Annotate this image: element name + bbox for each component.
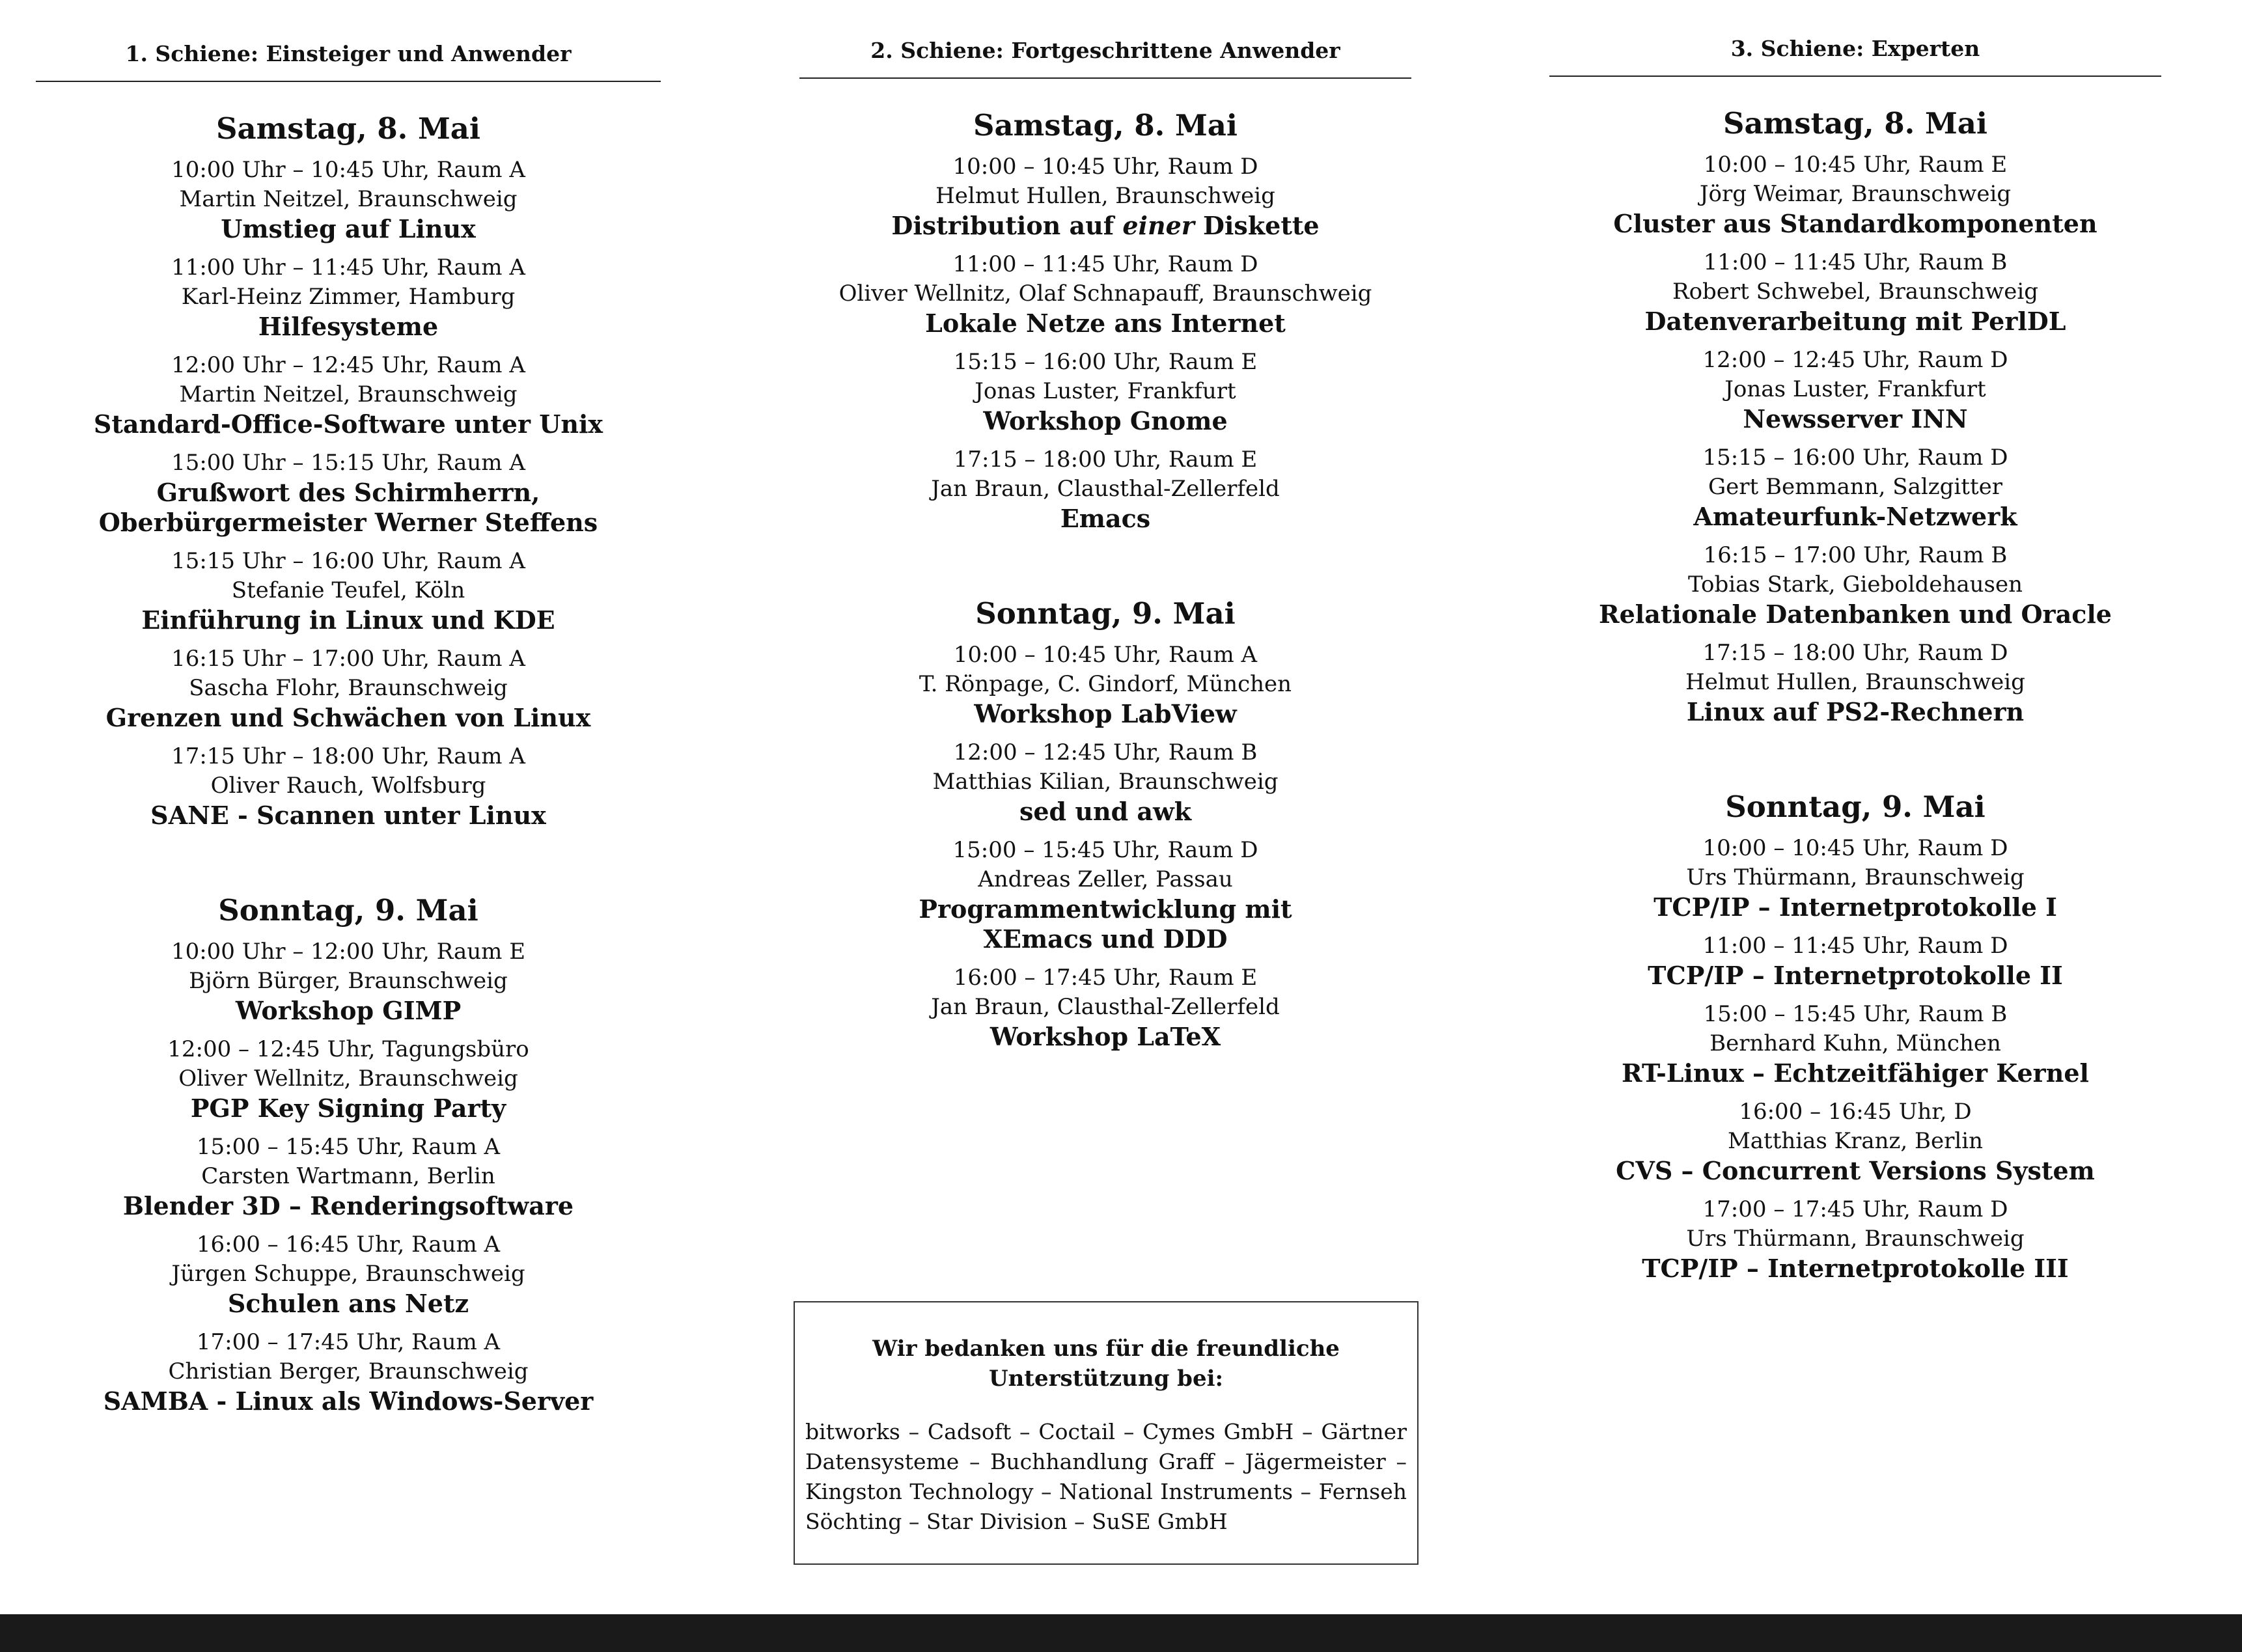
talk-entry <box>799 152 1411 241</box>
header-rule <box>36 81 661 82</box>
talk-speaker: Gert Bemmann, Salzgitter <box>1708 474 2002 500</box>
talk-title: PGP Key Signing Party <box>190 1094 506 1123</box>
talk-title: TCP/IP – Internetprotokolle II <box>1648 961 2063 990</box>
talk-title: Schulen ans Netz <box>227 1289 469 1318</box>
footer-bar <box>0 1614 2242 1652</box>
talk-entry <box>36 644 661 733</box>
talk-speaker: Jonas Luster, Frankfurt <box>1724 376 1986 402</box>
talk-speaker: Tobias Stark, Gieboldehausen <box>1687 571 2023 598</box>
column-header: 3. Schiene: Experten <box>1730 36 1980 61</box>
talk-speaker: Andreas Zeller, Passau <box>978 866 1233 892</box>
talk-title: Grenzen und Schwächen von Linux <box>105 703 591 732</box>
talk-entry <box>1549 443 2161 532</box>
talk-entry <box>1549 1097 2161 1186</box>
talk-entry <box>1549 541 2161 629</box>
talk-speaker: Helmut Hullen, Braunschweig <box>935 183 1275 209</box>
talk-time: 16:00 – 16:45 Uhr, D <box>1739 1099 1972 1125</box>
talk-time: 15:15 Uhr – 16:00 Uhr, Raum A <box>171 548 525 574</box>
talk-entry <box>1549 639 2161 727</box>
talk-title: SANE - Scannen unter Linux <box>150 801 546 830</box>
talk-time: 15:00 Uhr – 15:15 Uhr, Raum A <box>171 450 525 476</box>
talk-entry <box>799 738 1411 827</box>
column-header: 1. Schiene: Einsteiger und Anwender <box>125 41 572 66</box>
talk-time: 10:00 Uhr – 10:45 Uhr, Raum A <box>171 157 525 183</box>
talk-time: 15:15 – 16:00 Uhr, Raum E <box>953 349 1258 375</box>
sponsor-heading: Wir bedanken uns für die freundliche Unterstützung bei: <box>872 1336 1340 1392</box>
talk-entry <box>1549 346 2161 434</box>
day-sunday <box>799 596 1411 1052</box>
day-saturday <box>1549 106 2161 727</box>
talk-title: Lokale Netze ans Internet <box>925 309 1286 338</box>
day-sunday <box>36 893 661 1416</box>
talk-title: XEmacs und DDD <box>983 924 1228 954</box>
talk-speaker: Sascha Flohr, Braunschweig <box>189 675 508 701</box>
talk-speaker: Jan Braun, Clausthal-Zellerfeld <box>931 476 1280 502</box>
talk-speaker: Urs Thürmann, Braunschweig <box>1686 864 2025 890</box>
talk-title: Amateurfunk-Netzwerk <box>1693 502 2017 531</box>
day-sunday <box>1549 790 2161 1284</box>
talk-time: 11:00 – 11:45 Uhr, Raum B <box>1703 249 2008 275</box>
day-title: Sonntag, 9. Mai <box>1725 790 1986 824</box>
talk-title: Datenverarbeitung mit PerlDL <box>1644 307 2066 336</box>
talk-time: 17:15 – 18:00 Uhr, Raum E <box>953 447 1258 473</box>
talk-time: 16:00 – 17:45 Uhr, Raum E <box>953 965 1258 991</box>
talk-title: Programmentwicklung mit <box>919 894 1292 924</box>
talk-speaker: Jan Braun, Clausthal-Zellerfeld <box>931 994 1280 1020</box>
talk-time: 15:15 – 16:00 Uhr, Raum D <box>1702 445 2008 471</box>
sponsor-list: bitworks – Cadsoft – Coctail – Cymes GmbH – Gärtner Datensysteme – Buchhandlung Graff – Jägermeister – Kingston Technology – National Instruments – Fernseh Söchting – Star Division – SuSE GmbH <box>805 1419 1407 1534</box>
talk-title: Oberbürgermeister Werner Steffens <box>98 508 598 537</box>
talk-speaker: Oliver Wellnitz, Olaf Schnapauff, Braunschweig <box>838 281 1372 307</box>
talk-entry <box>799 250 1411 338</box>
talk-speaker: Martin Neitzel, Braunschweig <box>179 186 518 212</box>
talk-entry <box>799 445 1411 534</box>
talk-speaker: Matthias Kilian, Braunschweig <box>932 769 1279 795</box>
talk-speaker: Jürgen Schuppe, Braunschweig <box>171 1261 525 1287</box>
talk-time: 17:00 – 17:45 Uhr, Raum A <box>196 1329 501 1355</box>
talk-entry <box>36 937 661 1026</box>
talk-entry <box>36 156 661 244</box>
talk-speaker: T. Rönpage, C. Gindorf, München <box>919 671 1292 697</box>
talk-entry <box>1549 1000 2161 1088</box>
talk-title: sed und awk <box>1019 797 1192 826</box>
talk-time: 16:00 – 16:45 Uhr, Raum A <box>196 1232 501 1258</box>
column-track-3 <box>1549 0 2161 1284</box>
talk-title: Grußwort des Schirmherrn, <box>156 478 540 507</box>
talk-entry <box>799 963 1411 1052</box>
talk-title: SAMBA - Linux als Windows-Server <box>103 1386 594 1416</box>
talk-speaker: Matthias Kranz, Berlin <box>1727 1128 1984 1154</box>
talk-title: Einführung in Linux und KDE <box>141 605 555 635</box>
talk-time: 11:00 Uhr – 11:45 Uhr, Raum A <box>171 255 525 281</box>
talk-time: 16:15 – 17:00 Uhr, Raum B <box>1703 542 2008 568</box>
talk-title: Newsserver INN <box>1743 404 1968 434</box>
talk-time: 12:00 – 12:45 Uhr, Raum B <box>953 739 1258 765</box>
talk-entry <box>1549 931 2161 991</box>
talk-time: 10:00 – 10:45 Uhr, Raum D <box>1702 835 2008 861</box>
day-saturday <box>36 111 661 831</box>
talk-title: Standard-Office-Software unter Unix <box>93 409 603 439</box>
talk-entry <box>799 640 1411 729</box>
header-rule <box>1549 76 2161 77</box>
talk-entry <box>36 351 661 439</box>
talk-title: Relationale Datenbanken und Oracle <box>1599 599 2112 629</box>
talk-speaker: Carsten Wartmann, Berlin <box>201 1163 495 1189</box>
day-title: Samstag, 8. Mai <box>1723 106 1988 141</box>
talk-time: 12:00 – 12:45 Uhr, Raum D <box>1702 347 2008 373</box>
talk-speaker: Oliver Rauch, Wolfsburg <box>210 773 486 799</box>
talk-entry <box>799 348 1411 436</box>
talk-speaker: Jonas Luster, Frankfurt <box>975 378 1236 404</box>
talk-speaker: Bernhard Kuhn, München <box>1709 1030 2001 1056</box>
talk-speaker: Karl-Heinz Zimmer, Hamburg <box>181 284 516 310</box>
talk-time: 11:00 – 11:45 Uhr, Raum D <box>952 251 1258 277</box>
talk-entry <box>36 1230 661 1319</box>
talk-title: Cluster aus Standardkomponenten <box>1613 209 2097 238</box>
talk-speaker: Stefanie Teufel, Köln <box>231 577 465 603</box>
talk-entry <box>36 1133 661 1221</box>
talk-time: 10:00 Uhr – 12:00 Uhr, Raum E <box>171 939 526 965</box>
talk-time: 12:00 Uhr – 12:45 Uhr, Raum A <box>171 352 525 378</box>
talk-speaker: Robert Schwebel, Braunschweig <box>1672 279 2039 305</box>
talk-speaker: Jörg Weimar, Braunschweig <box>1699 181 2012 207</box>
column-header: 2. Schiene: Fortgeschrittene Anwender <box>870 38 1340 63</box>
talk-title: Hilfesysteme <box>258 312 439 341</box>
talk-title: Linux auf PS2-Rechnern <box>1686 697 2025 726</box>
talk-time: 15:00 – 15:45 Uhr, Raum A <box>196 1134 501 1160</box>
talk-time: 15:00 – 15:45 Uhr, Raum B <box>1703 1001 2008 1027</box>
day-title: Sonntag, 9. Mai <box>975 596 1236 631</box>
talk-title: Umstieg auf Linux <box>221 214 476 243</box>
day-title: Sonntag, 9. Mai <box>218 893 478 928</box>
talk-time: 17:15 – 18:00 Uhr, Raum D <box>1702 640 2008 666</box>
talk-title: RT-Linux – Echtzeitfähiger Kernel <box>1622 1058 2089 1088</box>
talk-title: TCP/IP – Internetprotokolle III <box>1642 1254 2069 1283</box>
talk-title: Workshop Gnome <box>983 406 1228 435</box>
talk-speaker: Martin Neitzel, Braunschweig <box>179 381 518 407</box>
talk-entry <box>36 1328 661 1416</box>
talk-speaker: Urs Thürmann, Braunschweig <box>1686 1226 2025 1252</box>
talk-entry <box>799 836 1411 954</box>
talk-entry <box>1549 150 2161 239</box>
talk-entry <box>36 448 661 538</box>
talk-entry <box>1549 834 2161 922</box>
talk-entry <box>1549 1195 2161 1284</box>
talk-title: Blender 3D – Renderingsoftware <box>122 1191 574 1220</box>
talk-time: 16:15 Uhr – 17:00 Uhr, Raum A <box>171 646 525 672</box>
talk-speaker: Helmut Hullen, Braunschweig <box>1685 669 2025 695</box>
header-rule <box>799 77 1411 79</box>
talk-time: 17:15 Uhr – 18:00 Uhr, Raum A <box>171 743 525 769</box>
talk-speaker: Oliver Wellnitz, Braunschweig <box>178 1066 518 1092</box>
talk-time: 10:00 – 10:45 Uhr, Raum D <box>952 154 1258 180</box>
talk-time: 17:00 – 17:45 Uhr, Raum D <box>1702 1196 2008 1222</box>
talk-time: 12:00 – 12:45 Uhr, Tagungsbüro <box>167 1036 529 1062</box>
talk-entry <box>1549 248 2161 337</box>
talk-title: TCP/IP – Internetprotokolle I <box>1654 892 2057 922</box>
talk-title: Workshop LabView <box>974 699 1237 728</box>
talk-title: Emacs <box>1060 504 1151 533</box>
talk-time: 10:00 – 10:45 Uhr, Raum E <box>1703 152 2008 178</box>
talk-time: 11:00 – 11:45 Uhr, Raum D <box>1702 933 2008 959</box>
day-title: Samstag, 8. Mai <box>215 111 481 146</box>
talk-speaker: Björn Bürger, Braunschweig <box>189 968 508 994</box>
talk-entry <box>36 742 661 831</box>
talk-time: 10:00 – 10:45 Uhr, Raum A <box>953 642 1258 668</box>
talk-entry <box>36 547 661 635</box>
talk-title: Workshop GIMP <box>235 996 462 1025</box>
column-track-2 <box>799 0 1411 1052</box>
day-title: Samstag, 8. Mai <box>973 108 1238 143</box>
sponsor-box <box>794 1301 1419 1565</box>
column-track-1 <box>36 0 661 1416</box>
talk-entry <box>36 253 661 342</box>
talk-time: 15:00 – 15:45 Uhr, Raum D <box>952 837 1258 863</box>
day-saturday <box>799 108 1411 534</box>
talk-title: CVS – Concurrent Versions System <box>1616 1156 2095 1185</box>
talk-title: Workshop LaTeX <box>990 1022 1221 1051</box>
talk-speaker: Christian Berger, Braunschweig <box>168 1358 529 1384</box>
talk-title: Distribution auf einer Diskette <box>891 211 1320 240</box>
talk-entry <box>36 1035 661 1123</box>
